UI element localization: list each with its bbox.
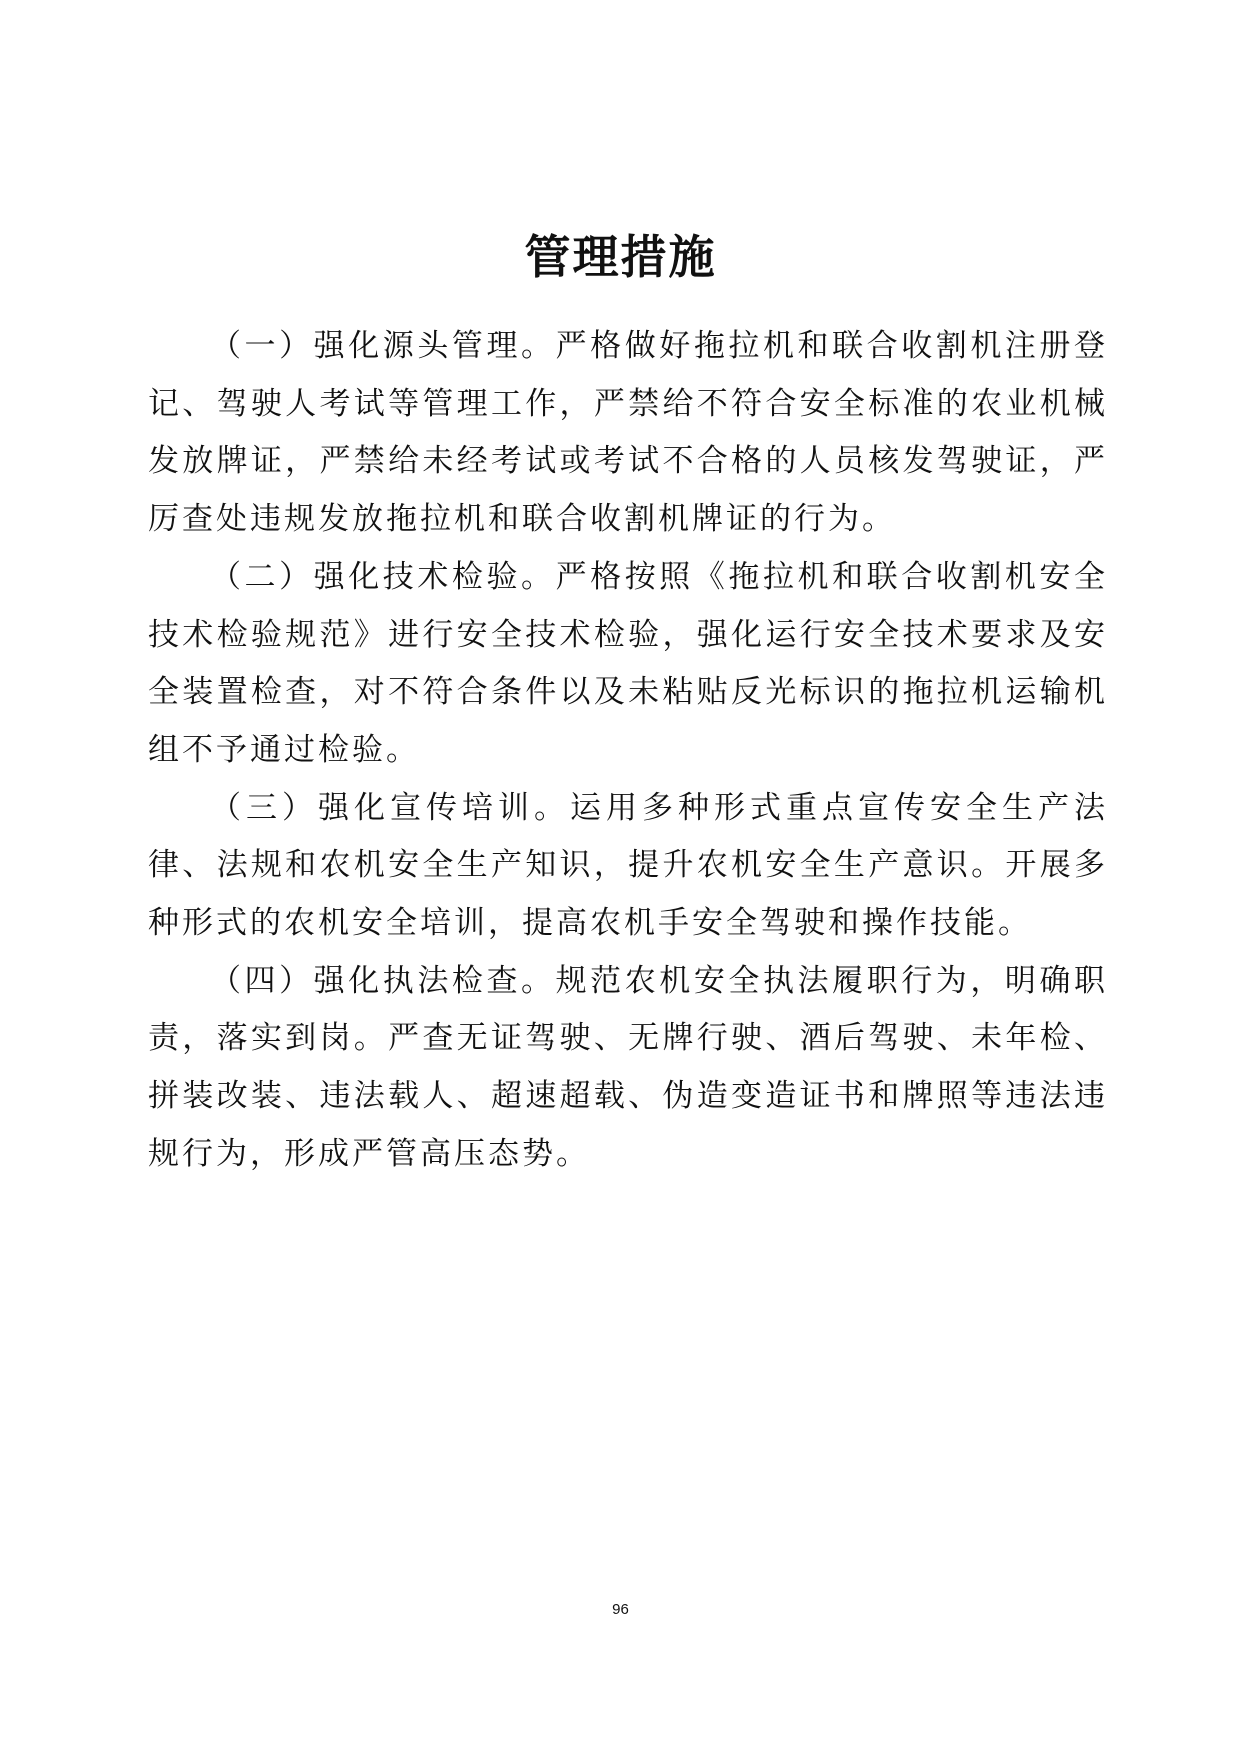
document-body [148, 318, 1108, 1184]
paragraph-technical-inspection: （二）强化技术检验。严格按照《拖拉机和联合收割机安全技术检验规范》进行安全技术检验，强化运行安全技术要求及安全装置检查，对不符合条件以及未粘贴反光标识的拖拉机运输机组不予通过检验。 [148, 558, 1108, 768]
paragraph-publicity-training: （三）强化宣传培训。运用多种形式重点宣传安全生产法律、法规和农机安全生产知识，提升农机安全生产意识。开展多种形式的农机安全培训，提高农机手安全驾驶和操作技能。 [148, 789, 1108, 942]
paragraph-law-enforcement: （四）强化执法检查。规范农机安全执法履职行为，明确职责，落实到岗。严查无证驾驶、无牌行驶、酒后驾驶、未年检、拼装改装、违法载人、超速超载、伪造变造证书和牌照等违法违规行为，形成严管高压态势。 [148, 962, 1108, 1172]
page-title: 管理措施 [524, 229, 717, 284]
page-number: 96 [612, 1601, 629, 1618]
paragraph-source-management: （一）强化源头管理。严格做好拖拉机和联合收割机注册登记、驾驶人考试等管理工作，严禁给不符合安全标准的农业机械发放牌证，严禁给未经考试或考试不合格的人员核发驾驶证，严厉查处违规发放拖拉机和联合收割机牌证的行为。 [148, 328, 1108, 538]
